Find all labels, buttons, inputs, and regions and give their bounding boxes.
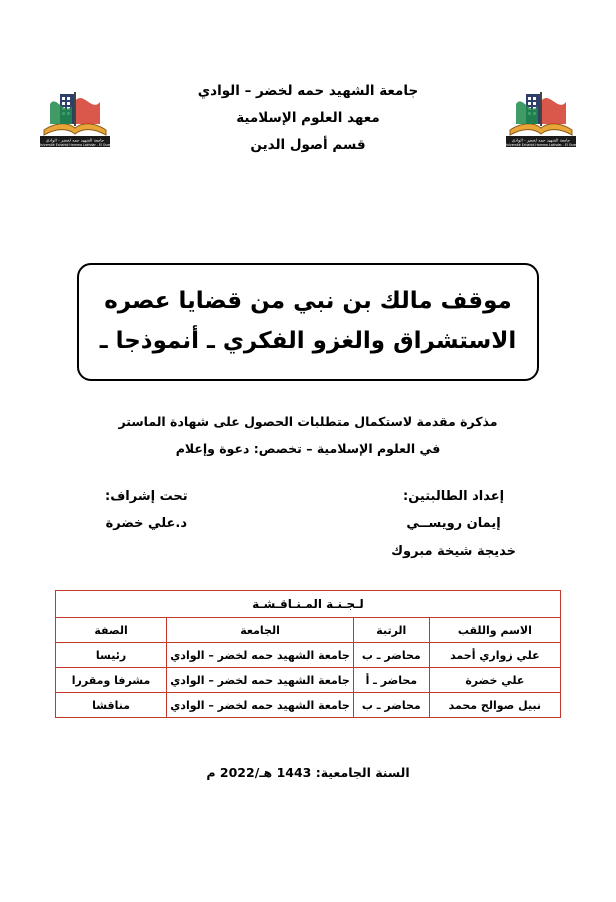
- cell-role: مشرفا ومقررا: [56, 668, 167, 693]
- cell-university: جامعة الشهيد حمه لخضر – الوادي: [167, 693, 354, 718]
- cell-university: جامعة الشهيد حمه لخضر – الوادي: [167, 643, 354, 668]
- cell-rank: محاضر ـ ب: [353, 643, 429, 668]
- subtitle-line-1: مذكرة مقدمة لاستكمال متطلبات الحصول على شهادة الماستر: [118, 414, 498, 429]
- supervisor-column: [105, 484, 188, 538]
- cell-rank: محاضر ـ ب: [353, 693, 429, 718]
- header-university: الجامعة: [167, 618, 354, 643]
- department-name: قسم أصول الدين: [250, 137, 366, 153]
- header-role: الصفة: [56, 618, 167, 643]
- institute-name: معهد العلوم الإسلامية: [236, 110, 380, 126]
- committee-header-row: [56, 618, 561, 643]
- thesis-title-line-1: موقف مالك بن نبي من قضايا عصره: [104, 288, 512, 314]
- institution-block: [0, 78, 616, 159]
- table-row: [56, 668, 561, 693]
- thesis-title-line-2: الاستشراق والغزو الفكري ـ أنموذجا ـ: [99, 328, 517, 354]
- cell-university: جامعة الشهيد حمه لخضر – الوادي: [167, 668, 354, 693]
- subtitle-line-2: في العلوم الإسلامية – تخصص: دعوة وإعلام: [175, 441, 441, 456]
- table-row: [56, 693, 561, 718]
- logo-caption-ar-right: جامعة الشهيد حمه لخضر - الوادي: [511, 137, 571, 143]
- header-rank: الرتبة: [353, 618, 429, 643]
- authors-heading: إعداد الطالبتين:: [403, 489, 505, 504]
- thesis-subtitle: [0, 408, 616, 462]
- academic-year: السنة الجامعية: 1443 هـ/2022 م: [206, 765, 410, 780]
- authors-column: [391, 484, 516, 566]
- table-row: [56, 643, 561, 668]
- university-name: جامعة الشهيد حمه لخضر – الوادي: [197, 83, 419, 99]
- logo-caption-fr-right: Université Echahid Hamma Lakhdar - El Oued: [504, 142, 578, 147]
- supervisor-name-1: د.علي خضرة: [105, 516, 188, 531]
- logo-caption-ar-left: جامعة الشهيد حمه لخضر - الوادي: [45, 137, 105, 143]
- cell-name: نبيل صوالح محمد: [429, 693, 560, 718]
- committee-caption-row: [56, 591, 561, 618]
- cell-role: رئيسا: [56, 643, 167, 668]
- header-name: الاسم واللقب: [429, 618, 560, 643]
- cell-rank: محاضر ـ أ: [353, 668, 429, 693]
- author-name-2: خديجة شيخة مبروك: [391, 544, 516, 559]
- committee-caption: لـجـنـة المـنـاقـشـة: [56, 591, 561, 618]
- people-block: [0, 484, 616, 574]
- supervisor-heading: تحت إشراف:: [105, 489, 188, 504]
- cell-name: علي زواري أحمد: [429, 643, 560, 668]
- cell-role: مناقشا: [56, 693, 167, 718]
- committee-table: [55, 590, 561, 718]
- author-name-1: إيمان رويســي: [406, 516, 501, 531]
- logo-caption-fr-left: Université Echahid Hamma Lakhdar - El Oued: [38, 142, 112, 147]
- thesis-title-box: [77, 263, 539, 381]
- cell-name: علي خضرة: [429, 668, 560, 693]
- document-header: [0, 78, 616, 178]
